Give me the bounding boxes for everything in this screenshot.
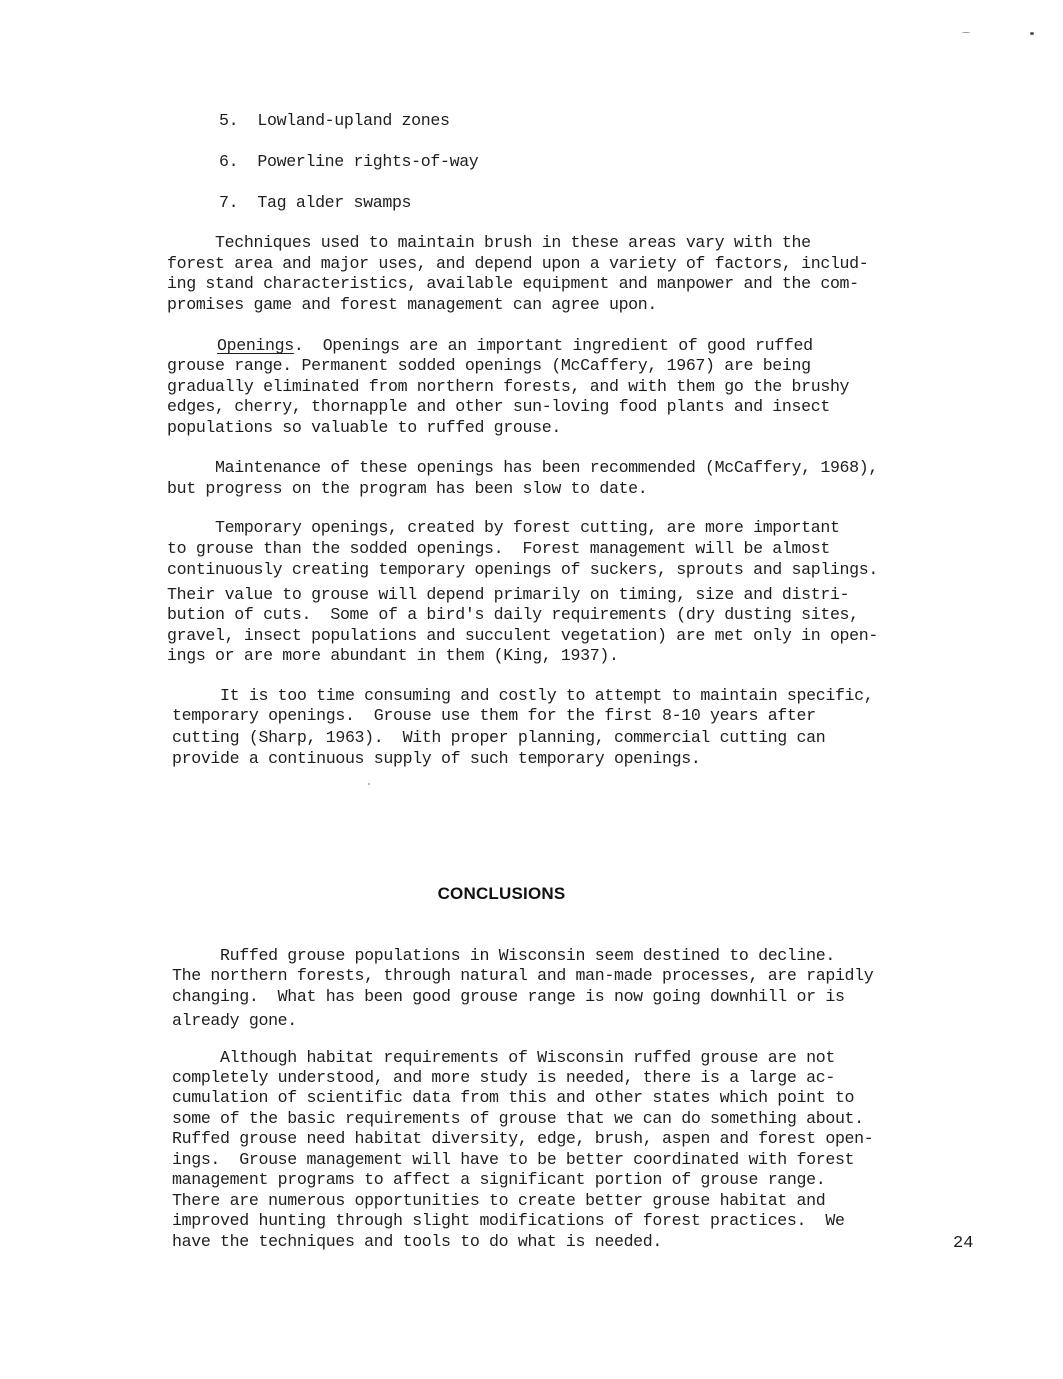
text-line: Ruffed grouse populations in Wisconsin seem destined to decline. (172, 946, 835, 965)
text-line: temporary openings. Grouse use them for the first 8-10 years after (172, 706, 816, 725)
text-line: grouse range. Permanent sodded openings (McCaffery, 1967) are being (167, 356, 811, 375)
list-item: 5. Lowland-upland zones (219, 111, 450, 130)
text-line: changing. What has been good grouse range is now going downhill or is (172, 987, 845, 1006)
page-number: 24 (953, 1234, 974, 1253)
text-line: ing stand characteristics, available equipment and manpower and the com- (167, 274, 859, 293)
text-line: to grouse than the sodded openings. Forest management will be almost (167, 539, 830, 558)
text-line: cumulation of scientific data from this and other states which point to (172, 1088, 855, 1107)
list-item: 7. Tag alder swamps (219, 193, 412, 212)
text-line: Techniques used to maintain brush in these areas vary with the (167, 233, 811, 252)
conclusions-heading: CONCLUSIONS (437, 884, 566, 903)
list-item: 6. Powerline rights-of-way (219, 152, 479, 171)
text-line: There are numerous opportunities to create better grouse habitat and (172, 1191, 826, 1210)
text-line: populations so valuable to ruffed grouse. (167, 418, 561, 437)
text-line: ings. Grouse management will have to be better coordinated with forest (172, 1150, 855, 1169)
text-line: Temporary openings, created by forest cutting, are more important (167, 518, 840, 537)
text-line: continuously creating temporary openings of suckers, sprouts and saplings. (167, 560, 878, 579)
text-line: Maintenance of these openings has been recommended (McCaffery, 1968), (167, 458, 878, 477)
scan-speck (962, 32, 970, 33)
scan-speck (1030, 32, 1034, 35)
text-line: management programs to affect a significant portion of grouse range. (172, 1170, 826, 1189)
text-line: completely understood, and more study is needed, there is a large ac- (172, 1068, 835, 1087)
text-line: but progress on the program has been slow to date. (167, 479, 648, 498)
text-line: provide a continuous supply of such temporary openings. (172, 749, 701, 768)
text-line: gradually eliminated from northern forests, and with them go the brushy (167, 377, 850, 396)
text-line: The northern forests, through natural and man-made processes, are rapidly (172, 966, 874, 985)
text-line: bution of cuts. Some of a bird's daily requirements (dry dusting sites, (167, 605, 859, 624)
text-line: Their value to grouse will depend primarily on timing, size and distri- (167, 585, 850, 604)
text-line: Although habitat requirements of Wisconsin ruffed grouse are not (172, 1048, 835, 1067)
text-line: forest area and major uses, and depend upon a variety of factors, includ- (167, 254, 869, 273)
text-line: cutting (Sharp, 1963). With proper planning, commercial cutting can (172, 728, 826, 747)
text-line: some of the basic requirements of grouse that we can do something about. (172, 1109, 864, 1128)
text-line: It is too time consuming and costly to attempt to maintain specific, (172, 686, 874, 705)
scan-speck (368, 783, 370, 785)
text-line: gravel, insect populations and succulent vegetation) are met only in open- (167, 626, 878, 645)
text-line: already gone. (172, 1011, 297, 1030)
section-subheading: Openings (217, 336, 294, 355)
text-line: promises game and forest management can agree upon. (167, 295, 658, 314)
text-line: Openings. Openings are an important ingredient of good ruffed (217, 336, 813, 355)
text-line: ings or are more abundant in them (King, 1937). (167, 646, 619, 665)
text-line: have the techniques and tools to do what is needed. (172, 1232, 663, 1251)
text-line: Ruffed grouse need habitat diversity, edge, brush, aspen and forest open- (172, 1129, 874, 1148)
text-line: edges, cherry, thornapple and other sun-loving food plants and insect (167, 397, 830, 416)
text-line: improved hunting through slight modifications of forest practices. We (172, 1211, 845, 1230)
